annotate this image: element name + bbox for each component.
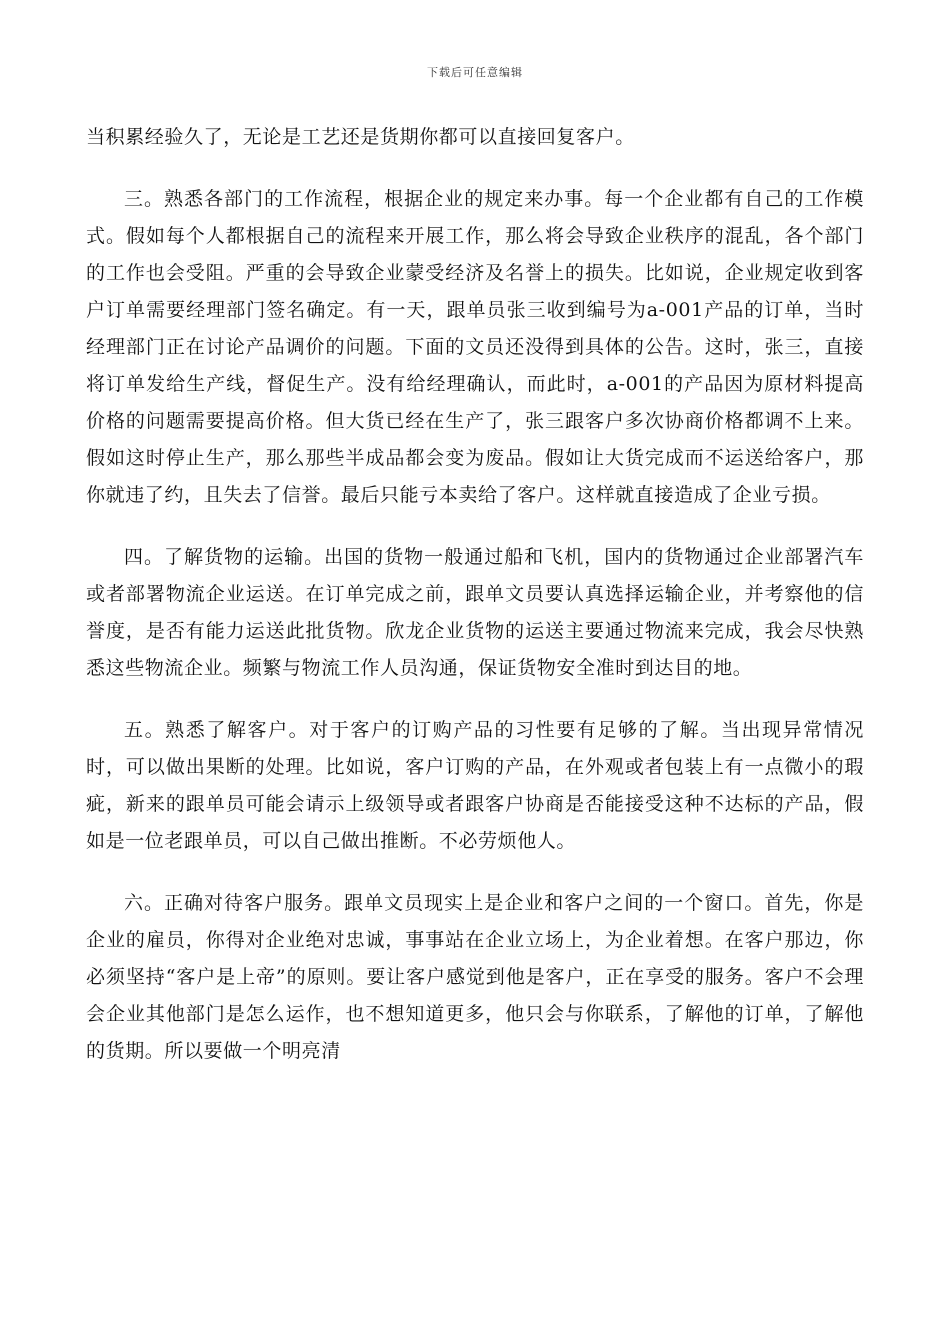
paragraph-section-5: 五。熟悉了解客户。对于客户的订购产品的习性要有足够的了解。当出现异常情况时，可以做出果断的处理。比如说，客户订购的产品，在外观或者包装上有一点微小的瑕疵，新来的跟单员可能会请示上级领导或者跟客户协商是否能接受这种不达标的产品，假如是一位老跟单员，可以自己做出推断。不必劳烦他人。 xyxy=(86,719,864,852)
paragraph-section-6: 六。正确对待客户服务。跟单文员现实上是企业和客户之间的一个窗口。首先，你是企业的雇员，你得对企业绝对忠诚，事事站在企业立场上，为企业着想。在客户那边，你必须坚持“客户是上帝”的原则。要让客户感觉到他是客户，正在享受的服务。客户不会理会企业其他部门是怎么运作，也不想知道更多，他只会与你联系，了解他的订单，了解他的货期。所以要做一个明亮清 xyxy=(86,892,864,1062)
document-body xyxy=(86,119,864,1070)
paragraph-section-4: 四。了解货物的运输。出国的货物一般通过船和飞机，国内的货物通过企业部署汽车或者部署物流企业运送。在订单完成之前，跟单文员要认真选择运输企业，并考察他的信誉度，是否有能力运送此批货物。欣龙企业货物的运送主要通过物流来完成，我会尽快熟悉这些物流企业。频繁与物流工作人员沟通，保证货物安全准时到达目的地。 xyxy=(86,546,864,679)
paragraph-continuation: 当积累经验久了，无论是工艺还是货期你都可以直接回复客户。 xyxy=(86,126,635,148)
paragraph-section-3: 三。熟悉各部门的工作流程，根据企业的规定来办事。每一个企业都有自己的工作模式。假如每个人都根据自己的流程来开展工作，那么将会导致企业秩序的混乱，各个部门的工作也会受阻。严重的会导致企业蒙受经济及名誉上的损失。比如说，企业规定收到客户订单需要经理部门签名确定。有一天，跟单员张三收到编号为a-001产品的订单，当时经理部门正在讨论产品调价的问题。下面的文员还没得到具体的公告。这时，张三，直接将订单发给生产线，督促生产。没有给经理确认，而此时，a-001的产品因为原材料提高价格的问题需要提高价格。但大货已经在生产了，张三跟客户多次协商价格都调不上来。假如这时停止生产，那么那些半成品都会变为废品。假如让大货完成而不运送给客户，那你就违了约，且失去了信誉。最后只能亏本卖给了客户。这样就直接造成了企业亏损。 xyxy=(86,188,864,506)
page-header: 下载后可任意编辑 xyxy=(427,66,523,79)
